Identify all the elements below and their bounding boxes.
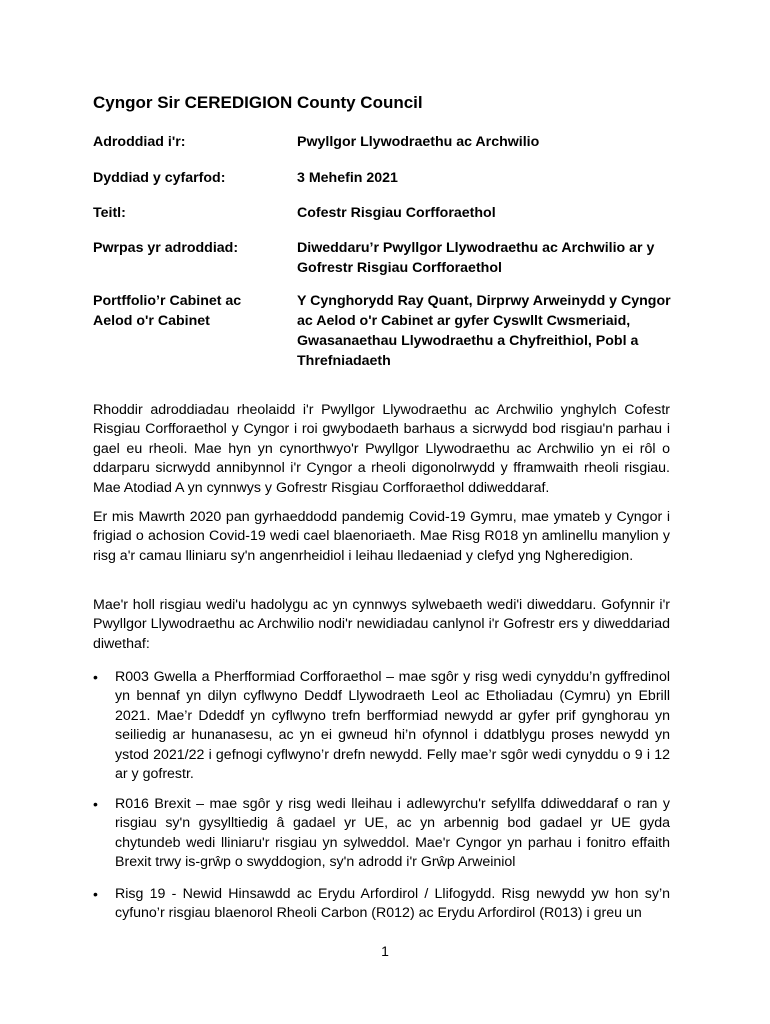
page-number: 1 (381, 943, 389, 959)
bullet-icon: • (93, 796, 98, 812)
meta-label: Portffolio’r Cabinet ac Aelod o'r Cabinet (93, 293, 242, 329)
bullet-icon: • (93, 886, 98, 902)
body-paragraph: Rhoddir adroddiadau rheolaidd i'r Pwyllgor Llywodraethu ac Archwilio ynghylch Cofestr Risgiau Corfforaethol y Cyngor i roi gwybodaeth barhaus a sicrwydd bod risgiau'n parhau i gael eu rheoli. Mae hyn yn cynorthwyo'r Pwyllgor Llywodraethu ac Archwilio yn ei rôl o ddarparu sicrwydd annibynnol i'r Cyngor a rheoli digonolrwydd y fframwaith rheoli risgiau. Mae Atodiad A yn cynnwys y Gofrestr Risgiau Corfforaethol ddiweddaraf. (93, 402, 670, 496)
meta-value: Cofestr Risgiau Corfforaethol (297, 205, 496, 221)
meta-label: Pwrpas yr adroddiad: (93, 240, 239, 256)
meta-label: Teitl: (93, 205, 126, 221)
list-item-text: R016 Brexit – mae sgôr y risg wedi lleihau i adlewyrchu'r sefyllfa ddiweddaraf o ran y risgiau sy'n gysylltiedig â gadael yr UE, ac yn arbennig bod gadael yr UE gyda chytundeb wedi lliniaru'r risgiau yn sylweddol. Mae'r Cyngor yn parhau i fonitro effaith Brexit trwy is-grŵp o swyddogion, sy'n adrodd i'r Grŵp Arweiniol (115, 796, 670, 871)
meta-value: 3 Mehefin 2021 (297, 170, 398, 186)
body-paragraph: Mae'r holl risgiau wedi'u hadolygu ac yn cynnwys sylwebaeth wedi'i diweddaru. Gofynnir i'r Pwyllgor Llywodraethu ac Archwilio nodi'r newidiadau canlynol i'r Gofrestr ers y diweddariad diwethaf: (93, 597, 670, 652)
meta-label: Adroddiad i'r: (93, 134, 186, 150)
list-item-text: R003 Gwella a Pherfformiad Corfforaethol – mae sgôr y risg wedi cynyddu’n gyffredinol yn bennaf yn dilyn cyflwyno Deddf Llywodraeth Leol ac Etholiadau (Cymru) yn Ebrill 2021. Mae’r Ddeddf yn cyflwyno trefn berfformiad newydd ar gyfer prif gynghorau yn seiliedig ar hunanasesu, ac yn ei gwneud hi’n ofynnol i ddatblygu proses newydd yn ystod 2021/22 i gefnogi cyflwyno’r drefn newydd. Felly mae’r sgôr wedi cynyddu o 9 i 12 ar y gofrestr. (115, 669, 670, 783)
document-title: Cyngor Sir CEREDIGION County Council (93, 93, 423, 112)
meta-value: Diweddaru’r Pwyllgor Llywodraethu ac Archwilio ar y Gofrestr Risgiau Corfforaethol (297, 240, 655, 276)
meta-label: Dyddiad y cyfarfod: (93, 170, 226, 186)
meta-value: Pwyllgor Llywodraethu ac Archwilio (297, 134, 540, 150)
meta-value: Y Cynghorydd Ray Quant, Dirprwy Arweinydd y Cyngor ac Aelod o'r Cabinet ar gyfer Cyswllt Cwsmeriaid, Gwasanaethau Llywodraethu a Chyfreithiol, Pobl a Threfniadaeth (297, 293, 671, 369)
list-item-text: Risg 19 - Newid Hinsawdd ac Erydu Arfordirol / Llifogydd. Risg newydd yw hon sy’n cyfuno’r risgiau blaenorol Rheoli Carbon (R012) ac Erydu Arfordirol (R013) i greu un (115, 886, 670, 922)
body-paragraph: Er mis Mawrth 2020 pan gyrhaeddodd pandemig Covid-19 Gymru, mae ymateb y Cyngor i frigiad o achosion Covid-19 wedi cael blaenoriaeth. Mae Risg R018 yn amlinellu manylion y risg a'r camau lliniaru sy'n angenrheidiol i leihau lledaeniad y clefyd yng Ngheredigion. (93, 509, 670, 564)
bullet-icon: • (93, 669, 98, 685)
